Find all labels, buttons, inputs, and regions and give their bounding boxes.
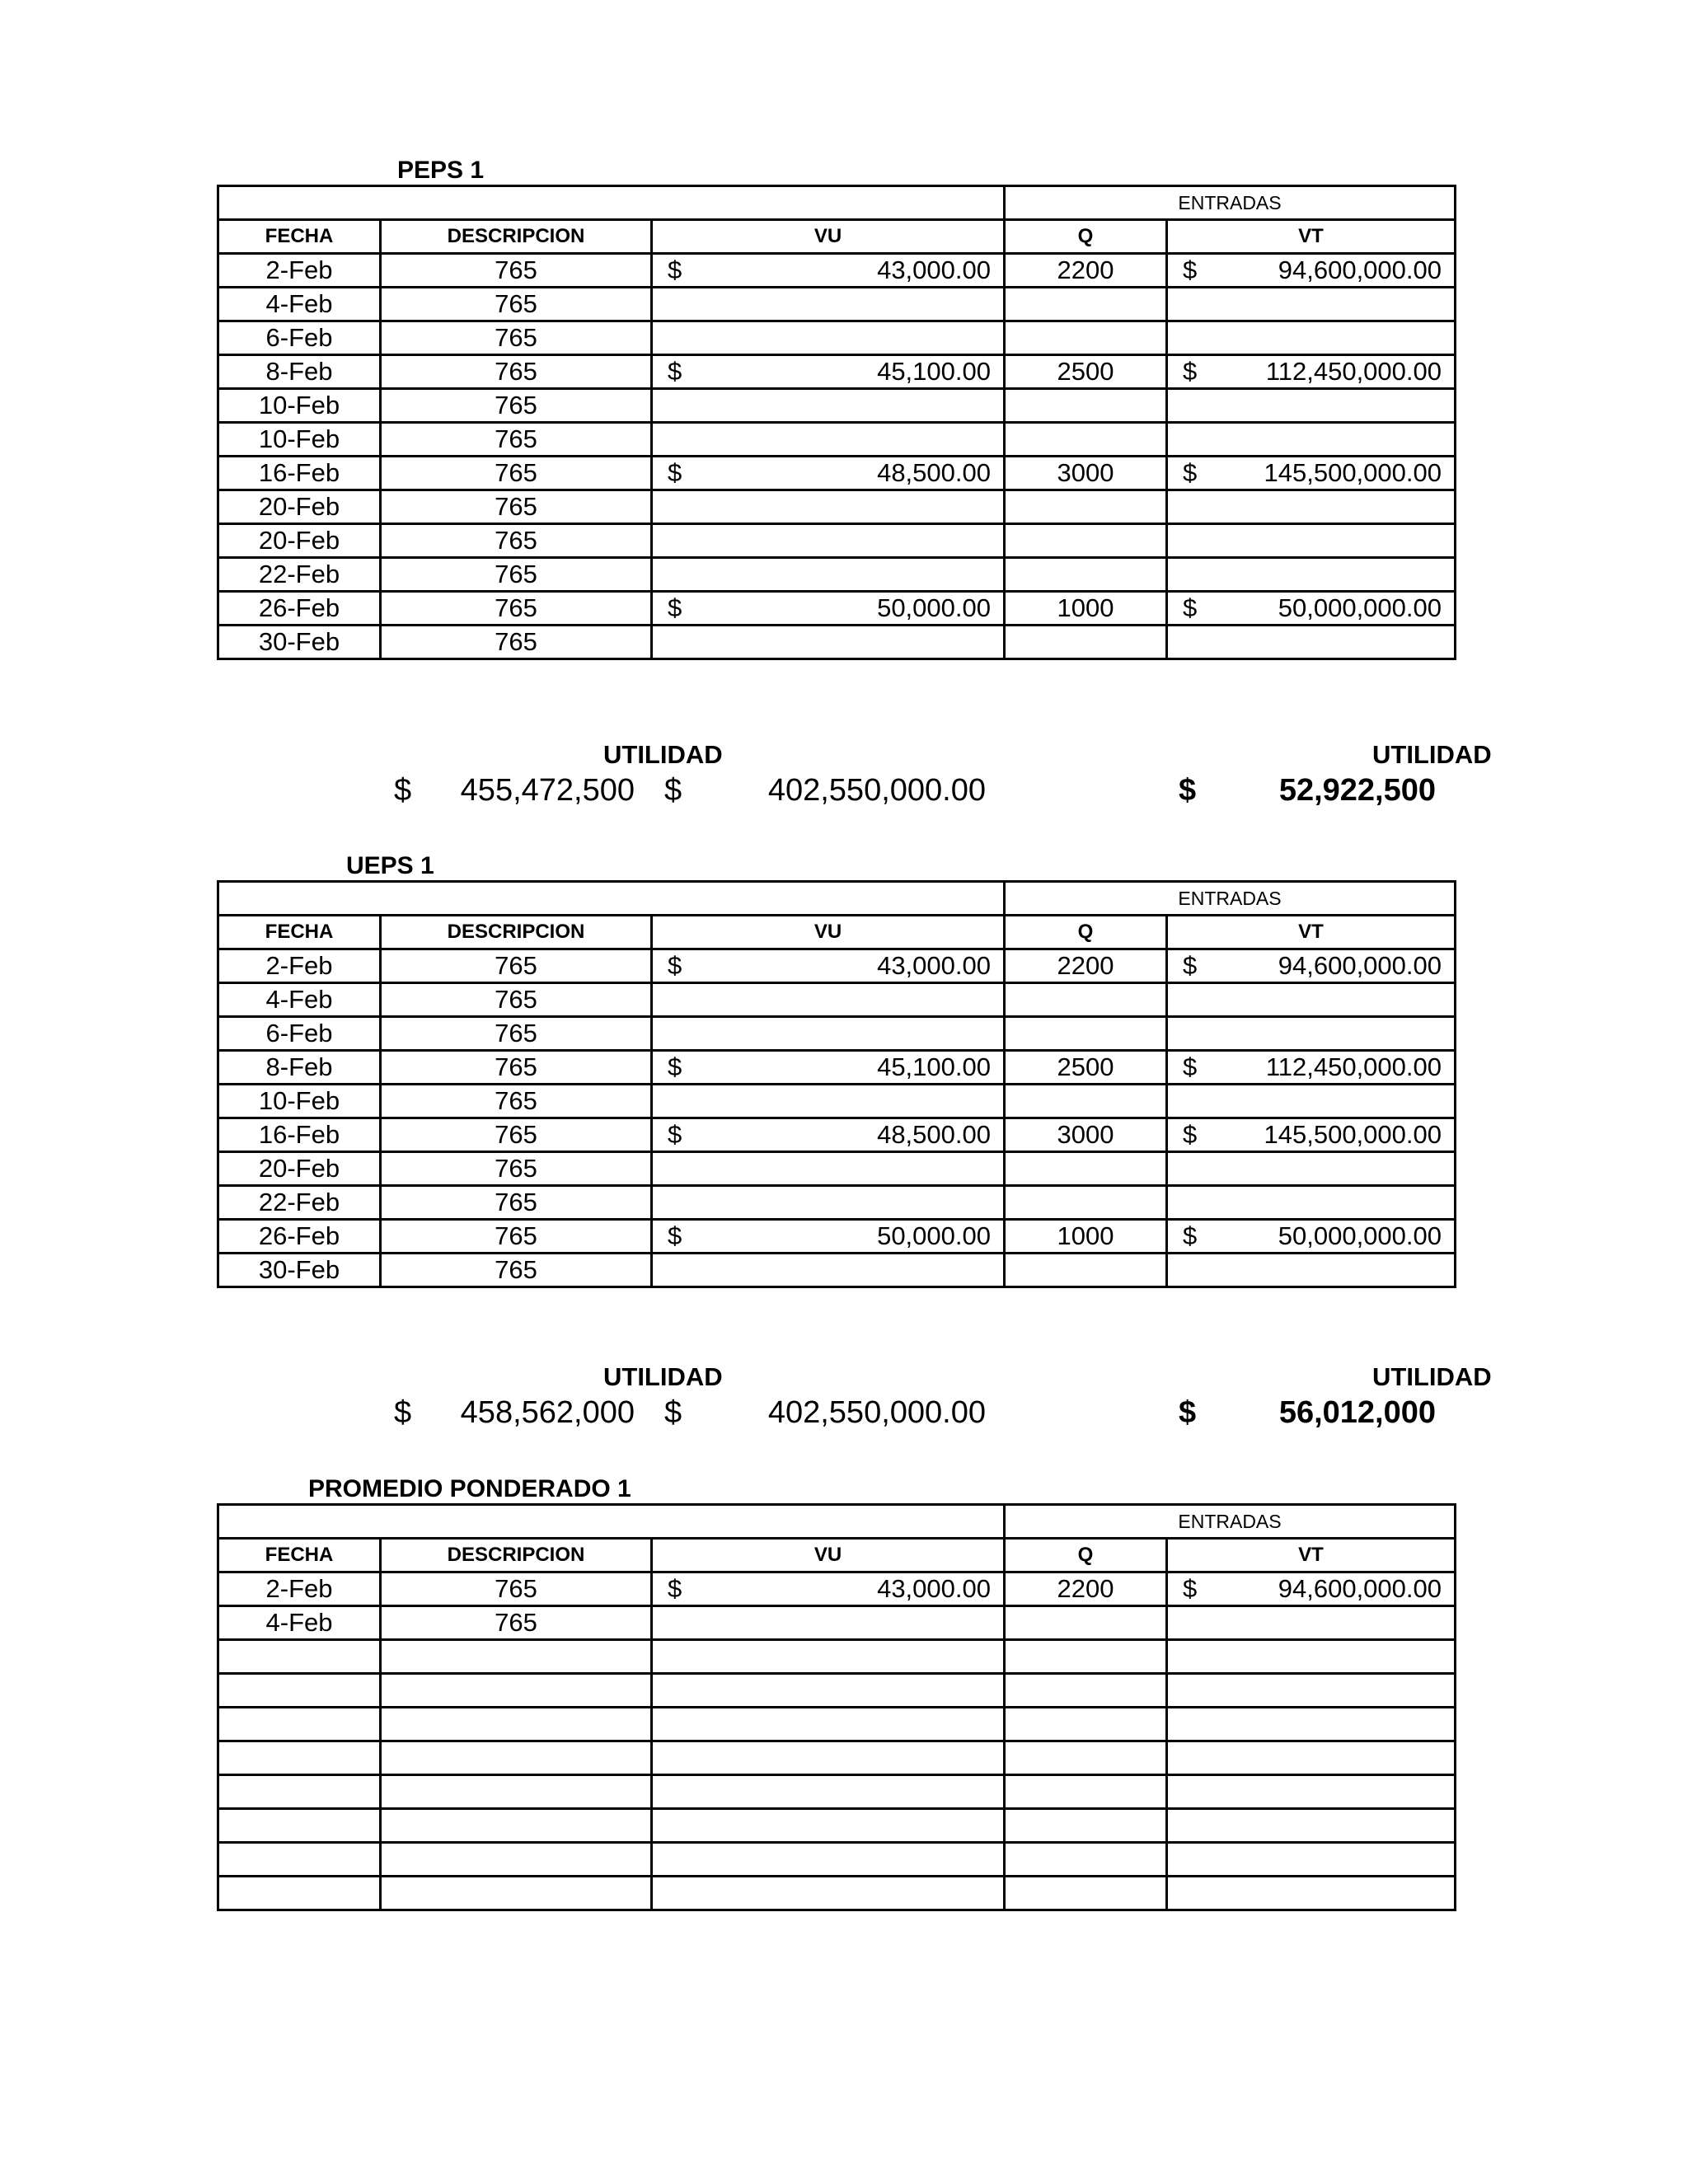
fecha-cell: 2-Feb [218,254,381,288]
table-row [218,457,1456,490]
vt-cell [1167,1572,1456,1606]
table-row [218,423,1456,457]
fecha-cell: 26-Feb [218,592,381,626]
descripcion-cell: 765 [381,423,652,457]
fecha-cell: 4-Feb [218,983,381,1017]
vu-cell [652,1606,1005,1640]
vu-cell [652,1877,1005,1910]
descripcion-cell: 765 [381,1051,652,1085]
section-title-peps: PEPS 1 [397,157,485,184]
vt-value: 94,600,000.00 [1278,255,1442,284]
descripcion-cell: 765 [381,1220,652,1254]
vu-cell [652,389,1005,423]
table-row [218,1843,1456,1877]
vt-value: 50,000,000.00 [1278,1221,1442,1250]
vu-value: 43,000.00 [877,951,991,980]
q-cell [1005,983,1167,1017]
vt-cell [1167,389,1456,423]
q-cell [1005,558,1167,592]
vu-cell [652,355,1005,389]
fecha-cell: 30-Feb [218,1254,381,1287]
q-cell: 1000 [1005,1220,1167,1254]
vu-currency: $ [668,458,682,487]
q-cell [1005,1254,1167,1287]
vu-cell [652,457,1005,490]
col-header-vt: VT [1167,916,1456,949]
descripcion-cell [381,1640,652,1674]
vu-cell [652,1118,1005,1152]
vt-cell [1167,1118,1456,1152]
table-row [218,558,1456,592]
vu-cell [652,1254,1005,1287]
vu-currency: $ [668,255,682,284]
blank-header-cell [218,1505,1005,1539]
q-cell [1005,1775,1167,1809]
table-row [218,1220,1456,1254]
utilidad-label: UTILIDAD [603,740,723,769]
table-row [218,1708,1456,1741]
vu-cell [652,1809,1005,1843]
vt-currency: $ [1183,357,1198,386]
fecha-cell: 10-Feb [218,1085,381,1118]
fecha-cell [218,1640,381,1674]
q-cell: 2500 [1005,1051,1167,1085]
q-cell [1005,1640,1167,1674]
vu-cell [652,254,1005,288]
vu-value: 48,500.00 [877,458,991,487]
sum2-currency: $ [664,773,682,808]
vt-cell [1167,1254,1456,1287]
vt-value: 94,600,000.00 [1278,1574,1442,1603]
q-cell [1005,321,1167,355]
table-row [218,1152,1456,1186]
vu-cell [652,626,1005,659]
sum3-currency: $ [1179,1395,1197,1430]
q-cell [1005,1674,1167,1708]
col-header-vu: VU [652,220,1005,254]
fecha-cell: 26-Feb [218,1220,381,1254]
descripcion-cell: 765 [381,321,652,355]
blank-header-cell [218,186,1005,220]
vu-cell [652,592,1005,626]
vt-cell [1167,490,1456,524]
vu-cell [652,983,1005,1017]
descripcion-cell: 765 [381,558,652,592]
col-header-vt: VT [1167,220,1456,254]
vt-cell [1167,1809,1456,1843]
table-row [218,983,1456,1017]
descripcion-cell [381,1674,652,1708]
descripcion-cell: 765 [381,457,652,490]
vt-currency: $ [1183,1221,1198,1250]
fecha-cell: 8-Feb [218,1051,381,1085]
vu-value: 50,000.00 [877,1221,991,1250]
vu-currency: $ [668,1052,682,1081]
table-row [218,1051,1456,1085]
vt-currency: $ [1183,1574,1198,1603]
vt-cell [1167,1051,1456,1085]
q-cell: 2500 [1005,355,1167,389]
fecha-cell: 6-Feb [218,1017,381,1051]
vu-value: 48,500.00 [877,1120,991,1149]
vt-cell [1167,457,1456,490]
sum1-value: 458,562,000 [460,1395,635,1430]
vt-cell [1167,355,1456,389]
vu-cell [652,423,1005,457]
table-row [218,1775,1456,1809]
vu-value: 45,100.00 [877,1052,991,1081]
descripcion-cell: 765 [381,1606,652,1640]
fecha-cell: 10-Feb [218,423,381,457]
q-cell [1005,1186,1167,1220]
entradas-header: ENTRADAS [1005,882,1456,916]
section-title-promedio: PROMEDIO PONDERADO 1 [308,1475,631,1502]
fecha-cell [218,1809,381,1843]
vu-currency: $ [668,357,682,386]
q-cell: 3000 [1005,1118,1167,1152]
q-cell [1005,490,1167,524]
q-cell [1005,1877,1167,1910]
vt-cell [1167,1708,1456,1741]
sum1-currency: $ [394,1395,412,1430]
table-row [218,949,1456,983]
fecha-cell [218,1674,381,1708]
table-row [218,254,1456,288]
vt-cell [1167,1843,1456,1877]
vt-cell [1167,592,1456,626]
descripcion-cell: 765 [381,592,652,626]
fecha-cell: 30-Feb [218,626,381,659]
vt-cell [1167,524,1456,558]
q-cell [1005,1152,1167,1186]
table-row [218,1254,1456,1287]
descripcion-cell: 765 [381,524,652,558]
descripcion-cell: 765 [381,1186,652,1220]
table-row [218,1606,1456,1640]
q-cell [1005,1708,1167,1741]
entradas-header: ENTRADAS [1005,1505,1456,1539]
vt-cell [1167,626,1456,659]
fecha-cell [218,1708,381,1741]
entradas-header: ENTRADAS [1005,186,1456,220]
vt-cell [1167,1674,1456,1708]
descripcion-cell: 765 [381,254,652,288]
q-cell: 2200 [1005,949,1167,983]
vu-currency: $ [668,593,682,622]
descripcion-cell: 765 [381,983,652,1017]
vt-cell [1167,1775,1456,1809]
vt-value: 145,500,000.00 [1264,458,1442,487]
table-row [218,1572,1456,1606]
q-cell [1005,1606,1167,1640]
q-cell: 2200 [1005,1572,1167,1606]
sum1-currency: $ [394,773,412,808]
sum2-value: 402,550,000.00 [767,1395,986,1430]
vt-cell [1167,1085,1456,1118]
vu-value: 45,100.00 [877,357,991,386]
col-header-vu: VU [652,1539,1005,1572]
fecha-cell: 4-Feb [218,1606,381,1640]
q-cell [1005,423,1167,457]
vu-cell [652,288,1005,321]
table-row [218,1085,1456,1118]
q-cell [1005,626,1167,659]
vt-cell [1167,949,1456,983]
descripcion-cell: 765 [381,389,652,423]
table-row [218,288,1456,321]
fecha-cell [218,1775,381,1809]
q-cell [1005,1085,1167,1118]
col-header-fecha: FECHA [218,916,381,949]
vt-currency: $ [1183,1120,1198,1149]
fecha-cell: 20-Feb [218,1152,381,1186]
col-header-descripcion: DESCRIPCION [381,1539,652,1572]
vu-cell [652,1572,1005,1606]
vu-currency: $ [668,951,682,980]
vu-currency: $ [668,1120,682,1149]
utilidad-label: UTILIDAD [603,1362,723,1391]
vu-cell [652,1708,1005,1741]
vt-cell [1167,1741,1456,1775]
vt-cell [1167,1640,1456,1674]
descripcion-cell: 765 [381,490,652,524]
fecha-cell: 22-Feb [218,1186,381,1220]
table-row [218,524,1456,558]
peps-table [217,185,1456,660]
utilidad-label-right: UTILIDAD [1372,1362,1492,1391]
descripcion-cell [381,1775,652,1809]
col-header-vu: VU [652,916,1005,949]
vt-currency: $ [1183,593,1198,622]
sum3-value: 56,012,000 [1278,1395,1436,1430]
table-row [218,490,1456,524]
vu-cell [652,1640,1005,1674]
table-row [218,1118,1456,1152]
vt-value: 112,450,000.00 [1265,357,1442,386]
col-header-descripcion: DESCRIPCION [381,916,652,949]
vu-cell [652,524,1005,558]
fecha-cell [218,1741,381,1775]
vu-cell [652,1051,1005,1085]
fecha-cell: 6-Feb [218,321,381,355]
fecha-cell [218,1843,381,1877]
q-cell [1005,524,1167,558]
q-cell: 3000 [1005,457,1167,490]
descripcion-cell: 765 [381,1572,652,1606]
table-row [218,321,1456,355]
sum3-currency: $ [1179,773,1197,808]
vt-currency: $ [1183,255,1198,284]
descripcion-cell: 765 [381,949,652,983]
col-header-q: Q [1005,1539,1167,1572]
table-row [218,1017,1456,1051]
vu-cell [652,1674,1005,1708]
fecha-cell: 16-Feb [218,1118,381,1152]
descripcion-cell: 765 [381,1017,652,1051]
fecha-cell: 10-Feb [218,389,381,423]
vu-currency: $ [668,1574,682,1603]
fecha-cell: 8-Feb [218,355,381,389]
fecha-cell: 16-Feb [218,457,381,490]
vt-cell [1167,254,1456,288]
fecha-cell: 2-Feb [218,1572,381,1606]
q-cell [1005,288,1167,321]
vu-cell [652,1775,1005,1809]
q-cell [1005,1017,1167,1051]
vu-cell [652,949,1005,983]
vt-cell [1167,983,1456,1017]
vt-cell [1167,321,1456,355]
col-header-descripcion: DESCRIPCION [381,220,652,254]
vu-value: 43,000.00 [877,255,991,284]
vt-cell [1167,1220,1456,1254]
q-cell: 1000 [1005,592,1167,626]
vt-currency: $ [1183,1052,1198,1081]
vt-value: 112,450,000.00 [1265,1052,1442,1081]
col-header-q: Q [1005,916,1167,949]
q-cell [1005,1741,1167,1775]
section-title-ueps: UEPS 1 [346,852,434,879]
vt-currency: $ [1183,458,1198,487]
descripcion-cell [381,1809,652,1843]
col-header-q: Q [1005,220,1167,254]
vu-cell [652,490,1005,524]
descripcion-cell: 765 [381,288,652,321]
q-cell: 2200 [1005,254,1167,288]
fecha-cell: 4-Feb [218,288,381,321]
fecha-cell [218,1877,381,1910]
col-header-fecha: FECHA [218,220,381,254]
vt-value: 94,600,000.00 [1278,951,1442,980]
table-row [218,1877,1456,1910]
descripcion-cell: 765 [381,626,652,659]
table-row [218,355,1456,389]
descripcion-cell [381,1741,652,1775]
col-header-vt: VT [1167,1539,1456,1572]
col-header-fecha: FECHA [218,1539,381,1572]
vu-cell [652,1186,1005,1220]
descripcion-cell: 765 [381,1085,652,1118]
vu-currency: $ [668,1221,682,1250]
sum2-currency: $ [664,1395,682,1430]
q-cell [1005,389,1167,423]
vt-cell [1167,1606,1456,1640]
descripcion-cell: 765 [381,1152,652,1186]
vu-cell [652,1741,1005,1775]
vu-value: 43,000.00 [877,1574,991,1603]
vt-value: 145,500,000.00 [1264,1120,1442,1149]
table-row [218,626,1456,659]
table-row [218,1809,1456,1843]
table-row [218,1741,1456,1775]
vt-cell [1167,1152,1456,1186]
ueps-table [217,880,1456,1288]
descripcion-cell [381,1708,652,1741]
vu-cell [652,321,1005,355]
fecha-cell: 20-Feb [218,490,381,524]
fecha-cell: 20-Feb [218,524,381,558]
q-cell [1005,1809,1167,1843]
descripcion-cell: 765 [381,1118,652,1152]
vu-cell [652,558,1005,592]
vu-cell [652,1085,1005,1118]
vt-cell [1167,288,1456,321]
vu-cell [652,1017,1005,1051]
utilidad-label-right: UTILIDAD [1372,740,1492,769]
vt-cell [1167,558,1456,592]
vt-value: 50,000,000.00 [1278,593,1442,622]
promedio-table [217,1503,1456,1911]
descripcion-cell [381,1843,652,1877]
table-row [218,1186,1456,1220]
vu-value: 50,000.00 [877,593,991,622]
table-row [218,1640,1456,1674]
sum1-value: 455,472,500 [460,773,635,808]
vu-cell [652,1220,1005,1254]
vt-cell [1167,1877,1456,1910]
descripcion-cell [381,1877,652,1910]
vt-cell [1167,423,1456,457]
vu-cell [652,1152,1005,1186]
blank-header-cell [218,882,1005,916]
vt-cell [1167,1186,1456,1220]
descripcion-cell: 765 [381,355,652,389]
sum2-value: 402,550,000.00 [767,773,986,808]
fecha-cell: 22-Feb [218,558,381,592]
descripcion-cell: 765 [381,1254,652,1287]
vt-currency: $ [1183,951,1198,980]
table-row [218,389,1456,423]
table-row [218,1674,1456,1708]
q-cell [1005,1843,1167,1877]
vu-cell [652,1843,1005,1877]
table-row [218,592,1456,626]
sum3-value: 52,922,500 [1278,773,1436,808]
fecha-cell: 2-Feb [218,949,381,983]
vt-cell [1167,1017,1456,1051]
